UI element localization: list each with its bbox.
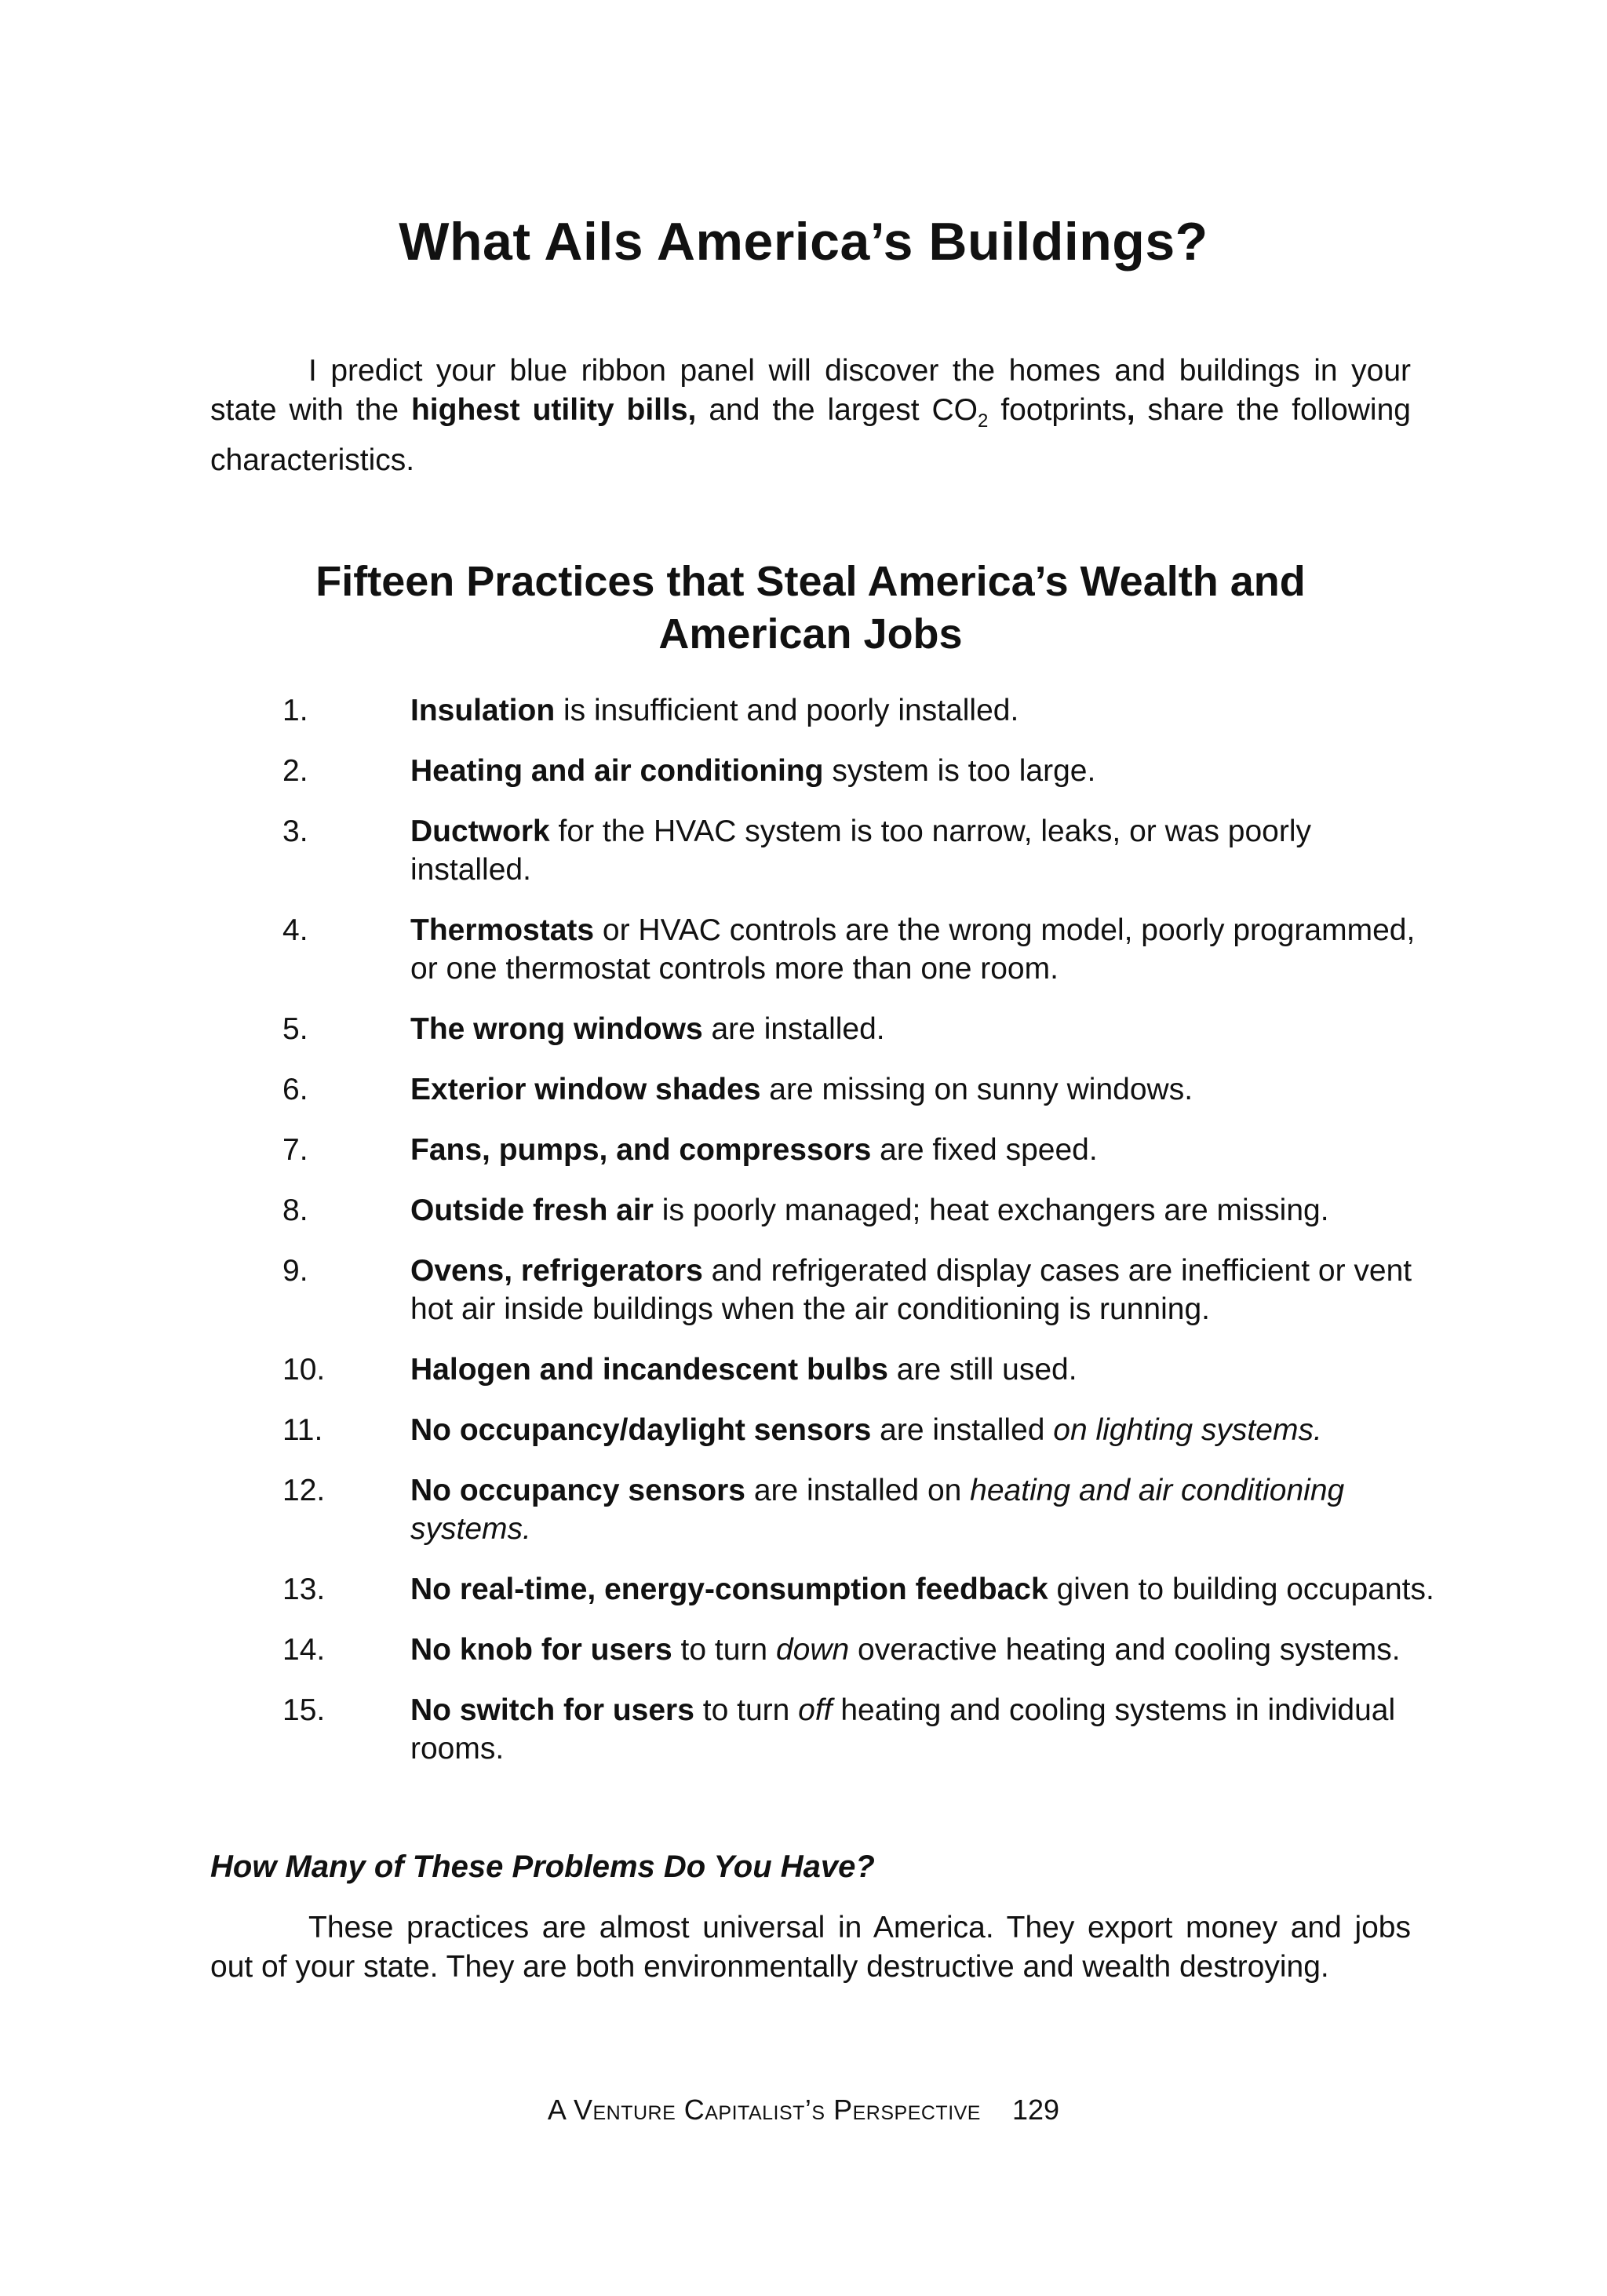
- problems-sub-heading: How Many of These Problems Do You Have?: [210, 1850, 875, 1884]
- practice-text: are installed on: [745, 1474, 971, 1507]
- practice-number: 12.: [282, 1474, 326, 1507]
- practice-number: 6.: [282, 1073, 308, 1106]
- intro-co2-subscript: 2: [978, 410, 989, 432]
- practice-text: to turn: [672, 1633, 776, 1667]
- intro-bold-highest-utility-bills: highest utility bills,: [410, 393, 697, 427]
- intro-text-2: and the largest CO: [696, 393, 978, 427]
- practice-italic-text: heating and air conditioning systems.: [410, 1474, 1345, 1546]
- practice-text: system is too large.: [823, 754, 1096, 788]
- practice-list: [210, 691, 1434, 1790]
- practice-number: 4.: [282, 913, 308, 947]
- practice-italic-text: on lighting systems.: [1053, 1413, 1322, 1447]
- practice-text: or HVAC controls are the wrong model, poorly programmed, or one thermostat controls more than one room.: [410, 913, 1416, 986]
- intro-text-1: I predict your blue ribbon panel will discover the homes and buildings in your state with the: [210, 354, 1411, 427]
- practice-text: is insufficient and poorly installed.: [555, 694, 1019, 727]
- practice-number: 1.: [282, 694, 308, 727]
- practice-item: [210, 1191, 1434, 1230]
- practice-bold-term: Ductwork: [410, 815, 550, 848]
- practice-bold-term: Insulation: [410, 694, 556, 727]
- practice-bold-term: No knob for users: [410, 1633, 672, 1667]
- practice-text: for the HVAC system is too narrow, leaks, or was poorly installed.: [410, 815, 1311, 887]
- intro-paragraph: [210, 352, 1411, 480]
- section-heading-line-2: American Jobs: [658, 610, 963, 658]
- practice-text-tail: heating and cooling systems in individual rooms.: [410, 1693, 1396, 1766]
- practice-text: given to building occupants.: [1048, 1573, 1434, 1606]
- practice-number: 5.: [282, 1012, 308, 1046]
- practice-item: [210, 1070, 1434, 1109]
- intro-text-3: footprints: [988, 393, 1127, 427]
- practice-number: 2.: [282, 754, 308, 788]
- practice-text: are fixed speed.: [871, 1133, 1098, 1167]
- practice-number: 3.: [282, 815, 308, 848]
- practice-item: [210, 1010, 1434, 1048]
- practice-bold-term: No real-time, energy-consumption feedback: [410, 1573, 1048, 1606]
- section-heading-line-1: Fifteen Practices that Steal America’s Wealth and: [315, 558, 1306, 605]
- practice-item: [210, 752, 1434, 790]
- practice-bold-term: Exterior window shades: [410, 1073, 761, 1106]
- closing-text: These practices are almost universal in America. They export money and jobs out of your state. They are both environmentally destructive and wealth destroying.: [210, 1911, 1411, 1984]
- intro-bold-comma: ,: [1126, 393, 1135, 427]
- practice-number: 10.: [282, 1353, 326, 1387]
- practice-text: and refrigerated display cases are inefficient or vent hot air inside buildings when the air conditioning is running.: [410, 1254, 1412, 1326]
- practice-number: 15.: [282, 1693, 326, 1727]
- practice-item: [210, 812, 1434, 889]
- practice-text: are still used.: [887, 1353, 1077, 1387]
- practice-text: is poorly managed; heat exchangers are missing.: [653, 1194, 1329, 1227]
- practice-item: [210, 1691, 1434, 1768]
- practice-item: [210, 1252, 1434, 1328]
- practice-text: to turn: [694, 1693, 799, 1727]
- practice-bold-term: Thermostats: [410, 913, 595, 947]
- practice-bold-term: Outside fresh air: [410, 1194, 654, 1227]
- practice-bold-term: Halogen and incandescent bulbs: [410, 1353, 888, 1387]
- practice-text: are installed: [871, 1413, 1054, 1447]
- running-head: A Venture Capitalist’s Perspective: [547, 2094, 981, 2126]
- page-title: What Ails America’s Buildings?: [399, 212, 1208, 272]
- practice-bold-term: Heating and air conditioning: [410, 754, 824, 788]
- practice-item: [210, 911, 1434, 988]
- practice-bold-term: Fans, pumps, and compressors: [410, 1133, 872, 1167]
- practice-bold-term: No occupancy/daylight sensors: [410, 1413, 872, 1447]
- page-number: 129: [1012, 2094, 1060, 2126]
- practice-bold-term: No switch for users: [410, 1693, 694, 1727]
- practice-italic-text: off: [798, 1693, 833, 1727]
- practice-item: [210, 1570, 1434, 1609]
- practice-number: 13.: [282, 1573, 326, 1606]
- practice-text: are missing on sunny windows.: [760, 1073, 1193, 1106]
- practice-italic-text: down: [775, 1633, 850, 1667]
- section-heading: [210, 556, 1411, 661]
- intro-text-4: share the following characteristics.: [210, 393, 1411, 477]
- closing-paragraph: [210, 1908, 1411, 1987]
- practice-item: [210, 1350, 1434, 1389]
- practice-number: 8.: [282, 1194, 308, 1227]
- practice-item: [210, 691, 1434, 730]
- practice-number: 9.: [282, 1254, 308, 1288]
- practice-number: 14.: [282, 1633, 326, 1667]
- practice-item: [210, 1131, 1434, 1169]
- practice-bold-term: Ovens, refrigerators: [410, 1254, 703, 1288]
- practice-bold-term: No occupancy sensors: [410, 1474, 745, 1507]
- practice-text: are installed.: [702, 1012, 885, 1046]
- practice-bold-term: The wrong windows: [410, 1012, 703, 1046]
- page-footer: [0, 2092, 1607, 2128]
- practice-text-tail: overactive heating and cooling systems.: [849, 1633, 1401, 1667]
- practice-item: [210, 1411, 1434, 1449]
- practice-number: 11.: [282, 1413, 323, 1447]
- practice-item: [210, 1631, 1434, 1669]
- practice-item: [210, 1471, 1434, 1548]
- practice-number: 7.: [282, 1133, 308, 1167]
